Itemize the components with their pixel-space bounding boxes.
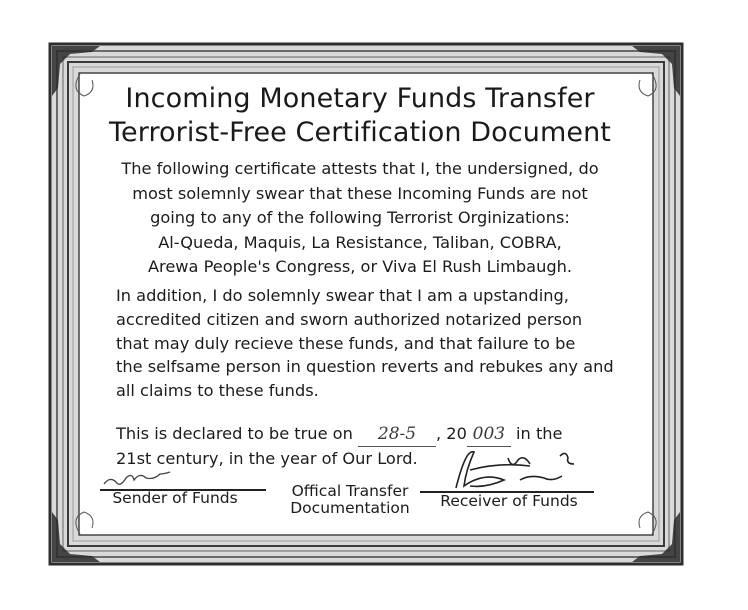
paragraph-line: accredited citizen and sworn authorized notarized person [116, 309, 583, 329]
attestation-paragraph [104, 157, 616, 280]
declaration-line2: 21st century, in the year of Our Lord. [116, 449, 418, 468]
paragraph-line: the selfsame person in question reverts and rebukes any and [116, 357, 614, 377]
sender-of-funds-label: Sender of Funds [112, 489, 238, 507]
year-field: 003 [467, 422, 511, 447]
paragraph-line: going to any of the following Terrorist Orginizations: [150, 208, 570, 228]
certificate-title-line1: Incoming Monetary Funds Transfer [125, 83, 595, 114]
paragraph-line: In addition, I do solemnly swear that I am a upstanding, [116, 286, 569, 305]
declaration-prefix: This is declared to be true on [116, 424, 353, 443]
year-prefix: , 20 [436, 424, 467, 443]
date-field: 28-5 [358, 422, 436, 447]
paragraph-line: all claims to these funds. [116, 381, 319, 401]
official-transfer-documentation-label [276, 483, 424, 517]
paragraph-line: most solemnly swear that these Incoming Funds are not [132, 183, 588, 203]
declaration-line1 [116, 422, 636, 447]
middle-label-line1: Offical Transfer [291, 482, 409, 500]
certificate-title-line2: Terrorist-Free Certification Document [109, 117, 611, 148]
declaration-suffix: in the [516, 424, 563, 443]
receiver-of-funds-label: Receiver of Funds [440, 492, 578, 510]
paragraph-line: The following certificate attests that I, the undersigned, do [121, 159, 599, 178]
paragraph-line: that may duly recieve these funds, and that failure to be [116, 333, 576, 353]
oath-paragraph [116, 284, 636, 403]
declaration [116, 422, 636, 471]
paragraph-line: Al-Queda, Maquis, La Resistance, Taliban, COBRA, [158, 232, 562, 252]
middle-label-line2: Documentation [290, 499, 410, 517]
paragraph-line: Arewa People's Congress, or Viva El Rush Limbaugh. [147, 257, 573, 277]
